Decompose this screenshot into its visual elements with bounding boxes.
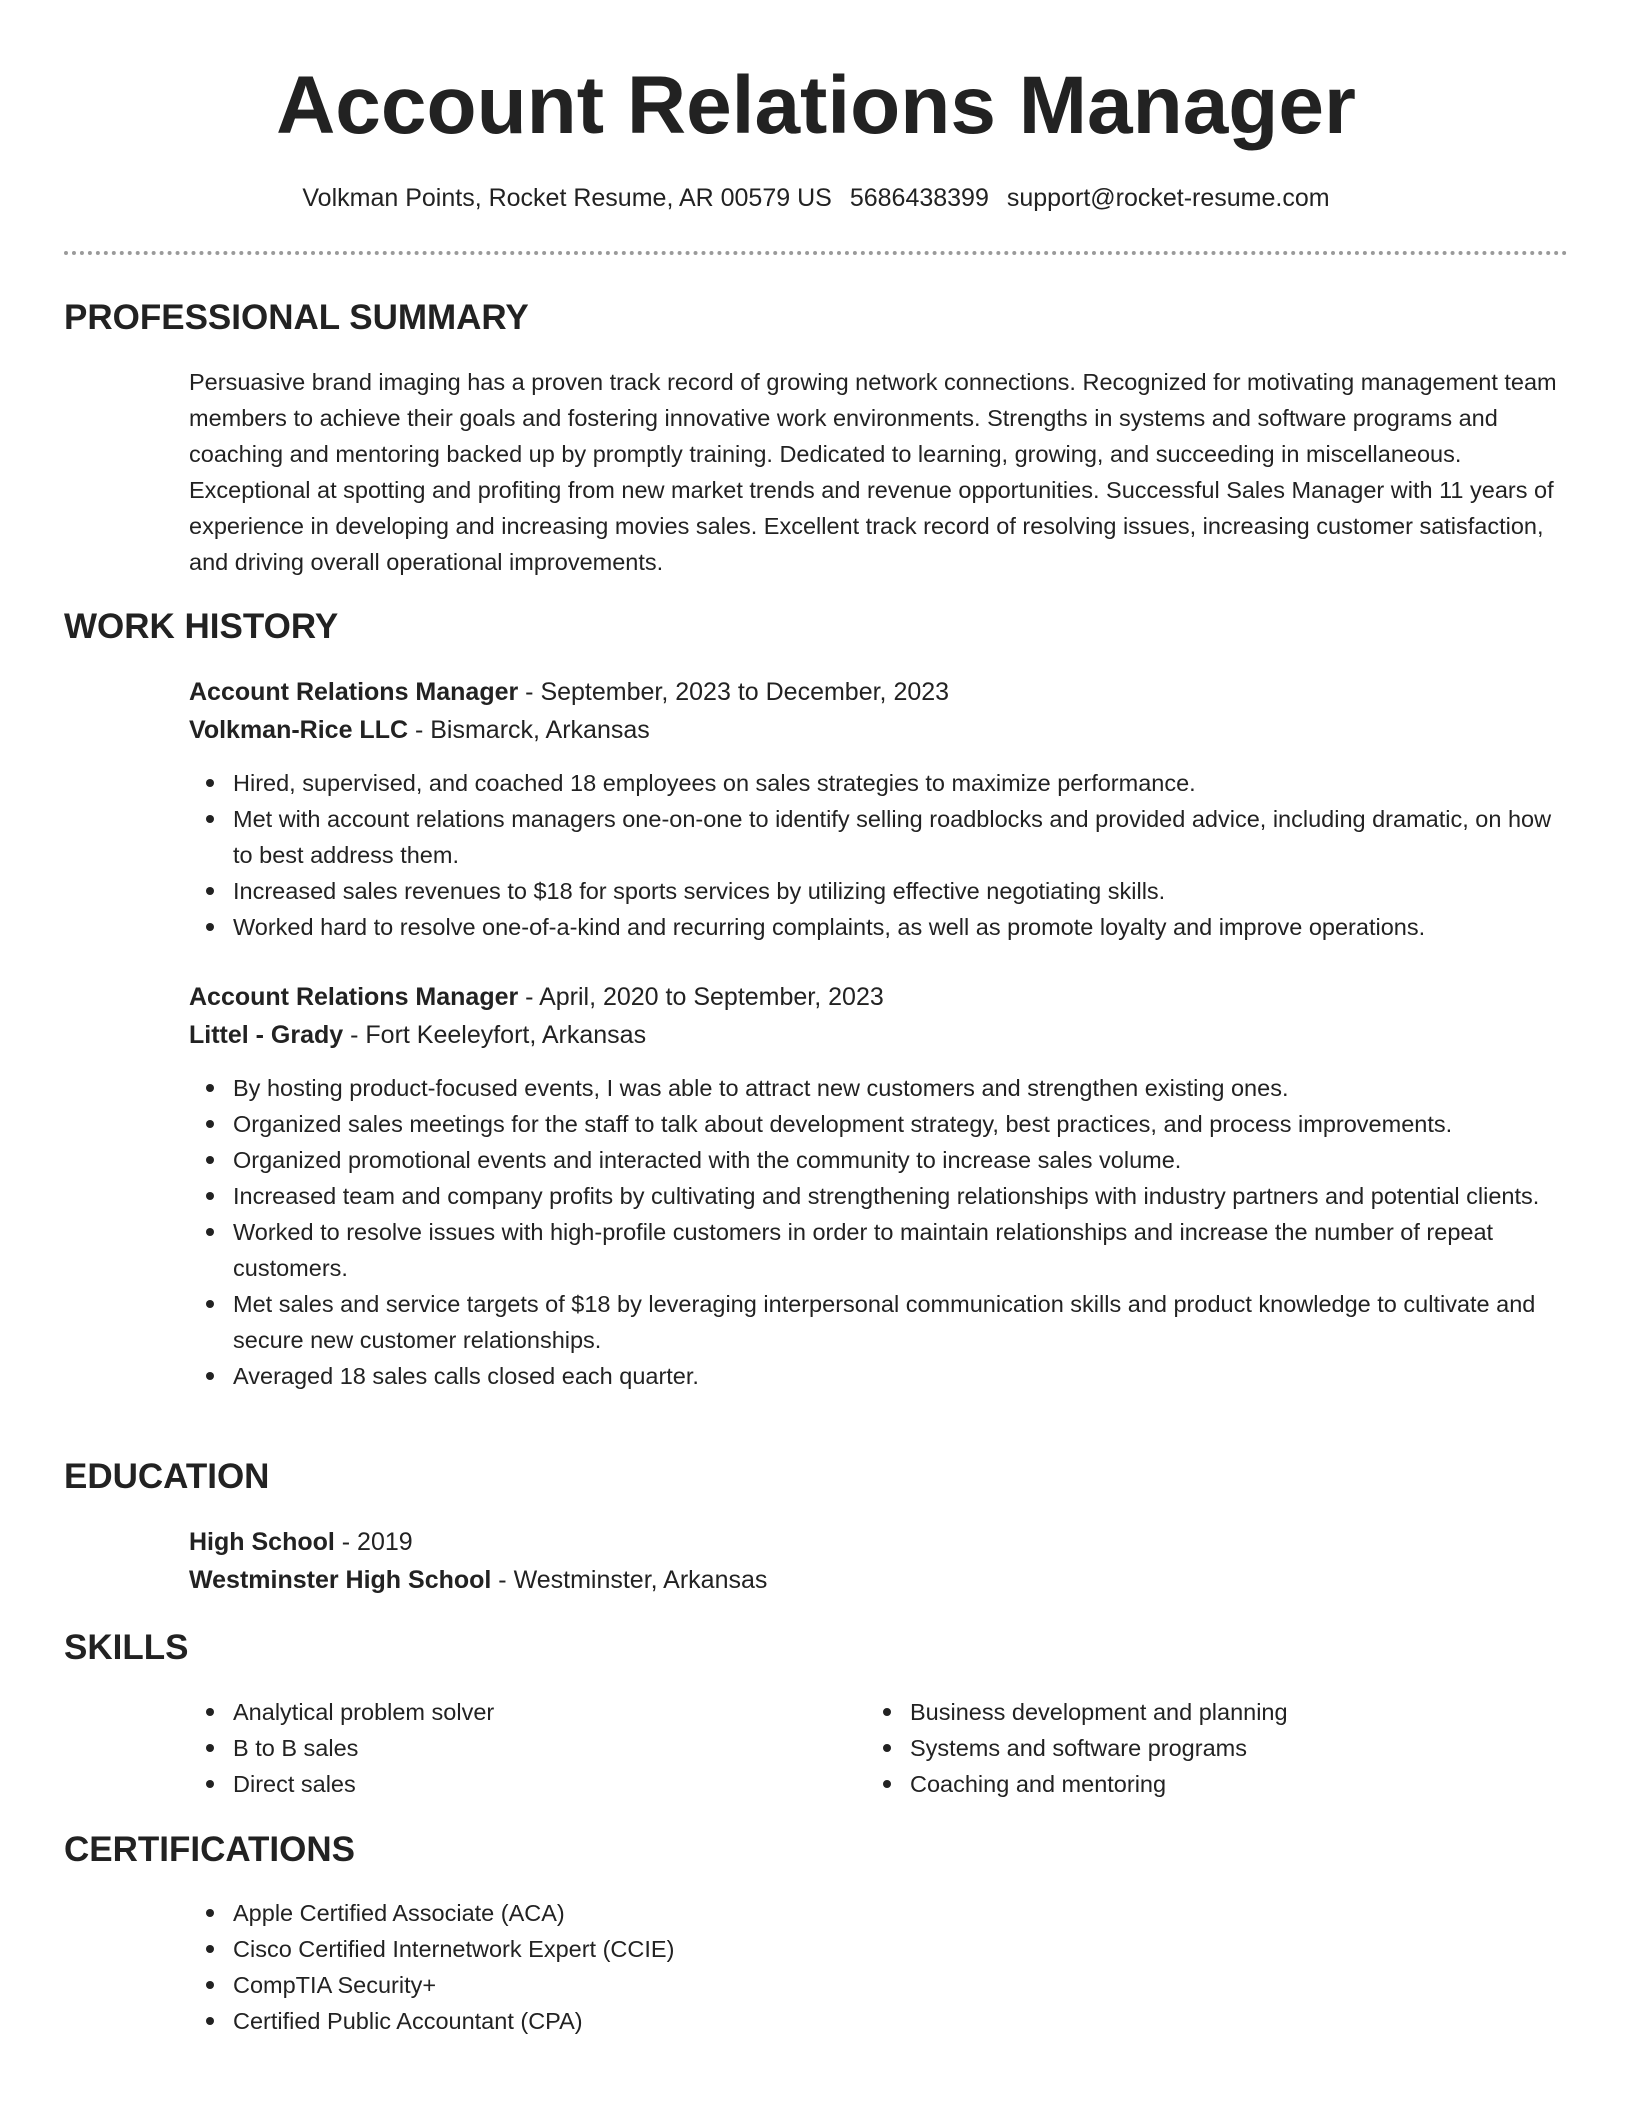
job-bullets	[189, 765, 1559, 945]
job-dates: - September, 2023 to December, 2023	[518, 678, 950, 706]
list-item: Systems and software programs	[866, 1730, 1526, 1766]
job-entry	[189, 673, 1559, 945]
list-item: Cisco Certified Internetwork Expert (CCIE)	[189, 1931, 1559, 1967]
list-item: By hosting product-focused events, I was able to attract new customers and strengthen existing ones.	[189, 1070, 1559, 1106]
list-item: Coaching and mentoring	[866, 1766, 1526, 1802]
list-item: Organized sales meetings for the staff to talk about development strategy, best practices, and process improvements.	[189, 1106, 1559, 1142]
job-dates: - April, 2020 to September, 2023	[518, 983, 884, 1011]
contact-email: support@rocket-resume.com	[1006, 184, 1330, 212]
job-title-line	[189, 673, 1559, 711]
job-bullets	[189, 1070, 1559, 1394]
skills-column-right	[866, 1694, 1526, 1802]
list-item: Direct sales	[189, 1766, 849, 1802]
education-degree: High School	[189, 1528, 335, 1556]
list-item: Worked hard to resolve one-of-a-kind and recurring complaints, as well as promote loyalty and improve operations.	[189, 909, 1559, 945]
job-company-line	[189, 1016, 1559, 1054]
summary-text: Persuasive brand imaging has a proven track record of growing network connections. Recognized for motivating management team members to achieve their goals and fostering innovative work environments. Strengths in systems and software programs and coaching and mentoring backed up by promptly training. Dedicated to learning, growing, and succeeding in miscellaneous. Exceptional at spotting and profiting from new market trends and revenue opportunities. Successful Sales Manager with 11 years of experience in developing and increasing movies sales. Excellent track record of resolving issues, increasing customer satisfaction, and driving overall operational improvements.	[189, 369, 1557, 575]
list-item: Increased sales revenues to $18 for sports services by utilizing effective negotiating skills.	[189, 873, 1559, 909]
job-role: Account Relations Manager	[189, 983, 519, 1011]
list-item: CompTIA Security+	[189, 1967, 1559, 2003]
section-title-certifications: CERTIFICATIONS	[64, 1830, 356, 1869]
list-item: Increased team and company profits by cultivating and strengthening relationships with industry partners and potential clients.	[189, 1178, 1559, 1214]
section-title-work-history: WORK HISTORY	[64, 607, 339, 646]
summary-block	[189, 364, 1559, 580]
education-degree-line	[189, 1523, 1559, 1561]
list-item: Analytical problem solver	[189, 1694, 849, 1730]
contact-line	[0, 180, 1632, 216]
section-title-skills: SKILLS	[64, 1628, 189, 1667]
certifications-block	[189, 1895, 1559, 2039]
education-year: - 2019	[334, 1528, 413, 1556]
job-entry	[189, 978, 1559, 1394]
resume-title: Account Relations Manager	[276, 60, 1356, 151]
job-location: - Fort Keeleyfort, Arkansas	[343, 1021, 647, 1049]
list-item: Worked to resolve issues with high-profile customers in order to maintain relationships and increase the number of repeat customers.	[189, 1214, 1559, 1286]
list-item: Met sales and service targets of $18 by leveraging interpersonal communication skills and product knowledge to cultivate and secure new customer relationships.	[189, 1286, 1559, 1358]
job-location: - Bismarck, Arkansas	[408, 716, 650, 744]
education-location: - Westminster, Arkansas	[491, 1566, 768, 1594]
contact-address: Volkman Points, Rocket Resume, AR 00579 US	[302, 184, 832, 212]
education-school: Westminster High School	[189, 1566, 492, 1594]
list-item: Averaged 18 sales calls closed each quarter.	[189, 1358, 1559, 1394]
list-item: B to B sales	[189, 1730, 849, 1766]
certifications-list	[189, 1895, 1559, 2039]
list-item: Certified Public Accountant (CPA)	[189, 2003, 1559, 2039]
section-title-summary: PROFESSIONAL SUMMARY	[64, 298, 529, 337]
section-title-education: EDUCATION	[64, 1457, 270, 1496]
education-entry	[189, 1523, 1559, 1599]
list-item: Met with account relations managers one-on-one to identify selling roadblocks and provided advice, including dramatic, on how to best address them.	[189, 801, 1559, 873]
list-item: Hired, supervised, and coached 18 employees on sales strategies to maximize performance.	[189, 765, 1559, 801]
job-role: Account Relations Manager	[189, 678, 519, 706]
skills-list	[189, 1694, 849, 1802]
job-title-line	[189, 978, 1559, 1016]
skills-column-left	[189, 1694, 849, 1802]
job-company: Volkman-Rice LLC	[189, 716, 409, 744]
education-school-line	[189, 1561, 1559, 1599]
contact-phone: 5686438399	[849, 184, 989, 212]
job-company-line	[189, 711, 1559, 749]
list-item: Business development and planning	[866, 1694, 1526, 1730]
header-divider	[64, 251, 1568, 255]
skills-list	[866, 1694, 1526, 1802]
list-item: Organized promotional events and interacted with the community to increase sales volume.	[189, 1142, 1559, 1178]
list-item: Apple Certified Associate (ACA)	[189, 1895, 1559, 1931]
job-company: Littel - Grady	[189, 1021, 344, 1049]
